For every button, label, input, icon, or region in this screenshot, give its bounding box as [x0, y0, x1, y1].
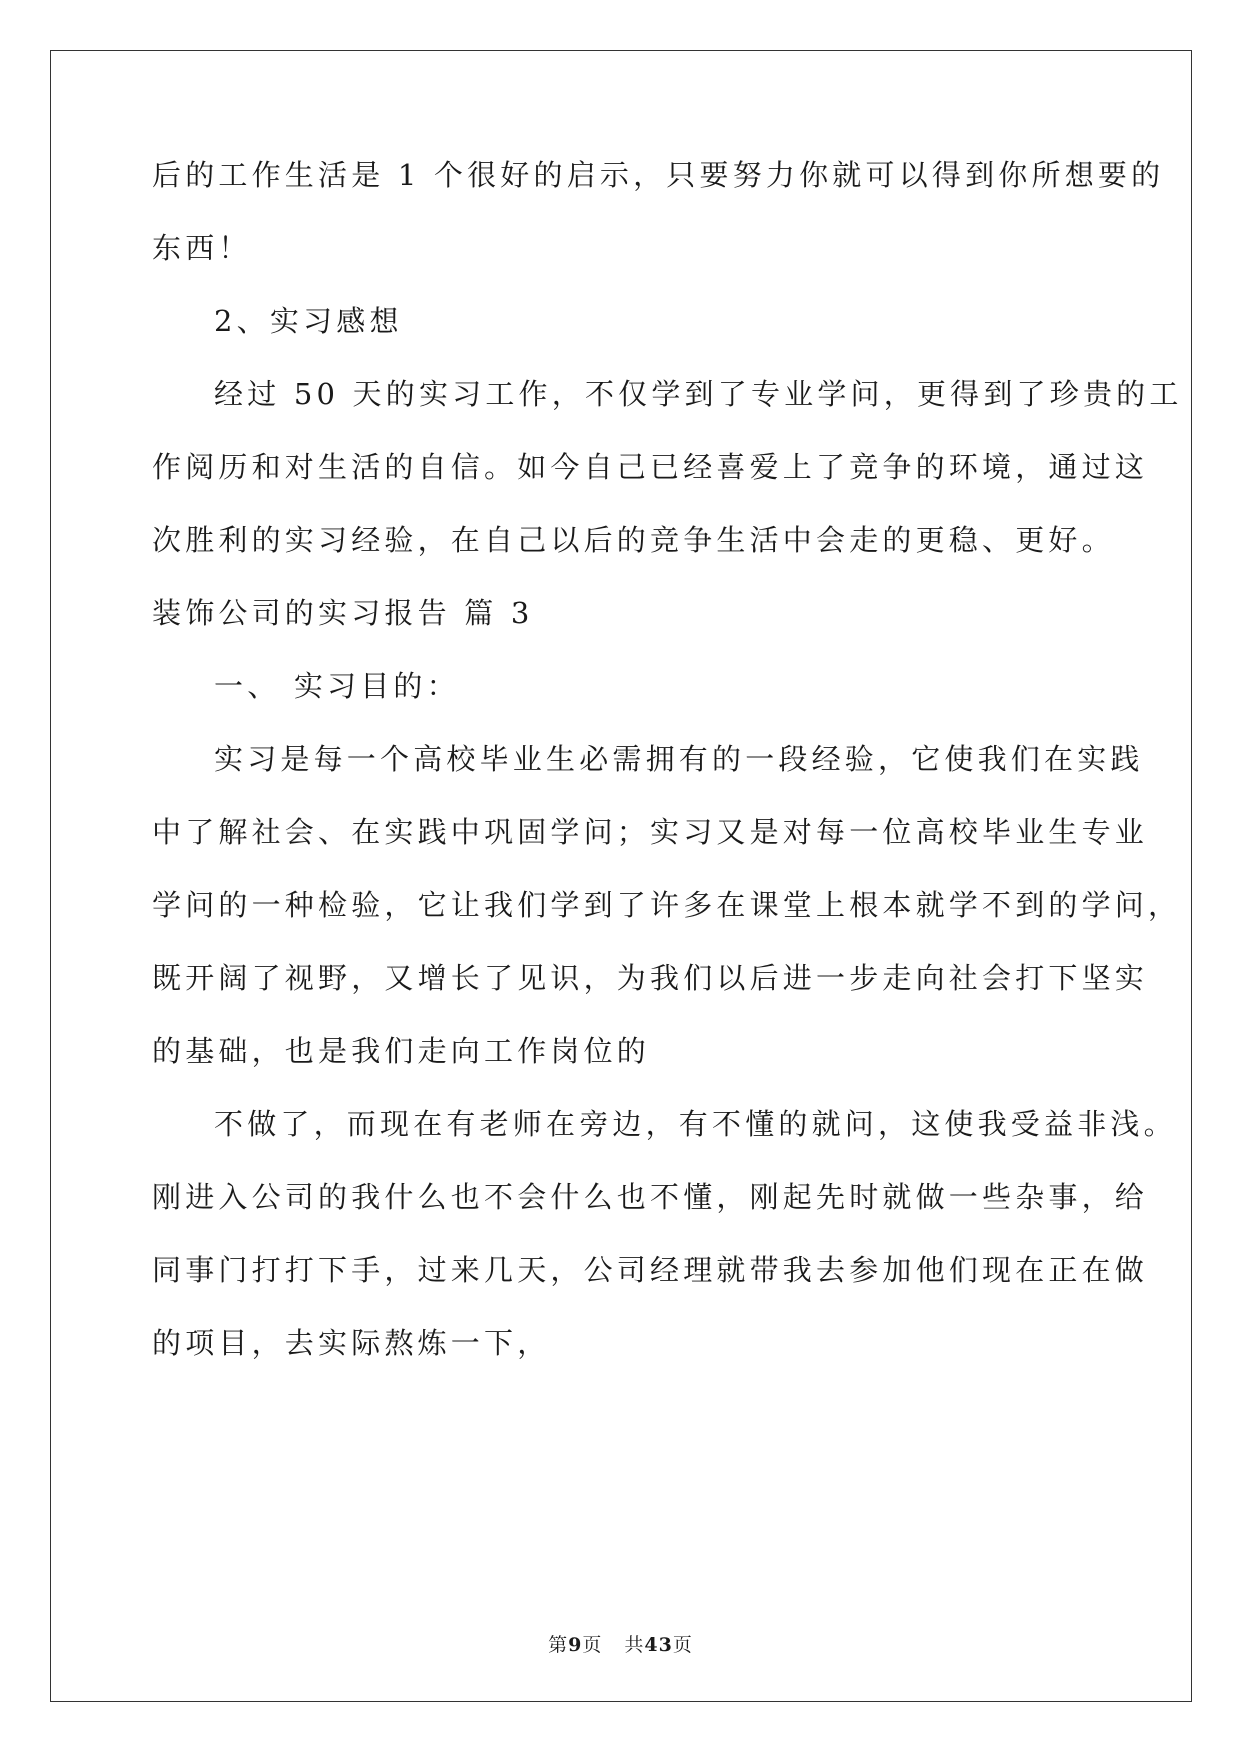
- paragraph-line: 经过 50 天的实习工作，不仅学到了专业学问，更得到了珍贵的工: [214, 377, 1183, 411]
- paragraph-line: 同事门打打下手，过来几天，公司经理就带我去参加他们现在正在做: [152, 1253, 1149, 1287]
- paragraph-line: 实习是每一个高校毕业生必需拥有的一段经验，它使我们在实践: [214, 742, 1144, 776]
- total-suffix: 页: [672, 1634, 693, 1656]
- page-footer: [0, 1630, 1241, 1657]
- section-heading: 2、实习感想: [214, 304, 403, 338]
- paragraph-line: 作阅历和对生活的自信。如今自己已经喜爱上了竞争的环境，通过这: [152, 450, 1149, 484]
- paragraph-line: 后的工作生活是 1 个很好的启示，只要努力你就可以得到你所想要的: [152, 158, 1165, 192]
- paragraph-line: 东西！: [152, 231, 252, 265]
- page-border: [50, 50, 1192, 1702]
- total-pages: 43: [644, 1634, 673, 1656]
- section-heading: 一、 实习目的：: [214, 669, 460, 703]
- paragraph-line: 的基础，也是我们走向工作岗位的: [152, 1034, 651, 1068]
- paragraph-line: 不做了，而现在有老师在旁边，有不懂的就问，这使我受益非浅。: [214, 1107, 1177, 1141]
- page-suffix: 页: [582, 1634, 603, 1656]
- paragraph-line: 刚进入公司的我什么也不会什么也不懂，刚起先时就做一些杂事，给: [152, 1180, 1149, 1214]
- page-prefix: 第: [548, 1634, 569, 1656]
- page-number: 9: [568, 1634, 583, 1656]
- total-prefix: 共: [624, 1634, 645, 1656]
- paragraph-line: 既开阔了视野，又增长了见识，为我们以后进一步走向社会打下坚实: [152, 961, 1149, 995]
- report-title: 装饰公司的实习报告 篇 3: [152, 596, 534, 630]
- paragraph-line: 学问的一种检验，它让我们学到了许多在课堂上根本就学不到的学问，: [152, 888, 1182, 922]
- paragraph-line: 中了解社会、在实践中巩固学问；实习又是对每一位高校毕业生专业: [152, 815, 1149, 849]
- paragraph-line: 的项目，去实际熬炼一下，: [152, 1326, 551, 1360]
- paragraph-line: 次胜利的实习经验，在自己以后的竞争生活中会走的更稳、更好。: [152, 523, 1115, 557]
